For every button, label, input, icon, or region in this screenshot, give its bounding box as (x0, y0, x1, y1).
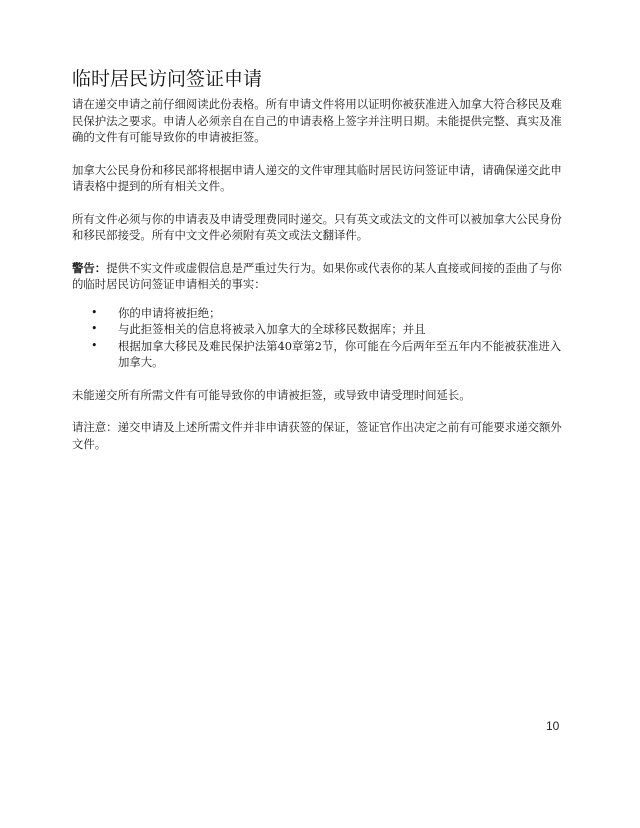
incomplete-documents-paragraph: 未能递交所有所需文件有可能导致你的申请被拒签，或导致申请受理时间延长。 (72, 387, 471, 402)
list-item (91, 338, 570, 371)
page-title: 临时居民访问签证申请 (72, 68, 263, 90)
warning-text: 提供不实文件或虚假信息是严重过失行为。如果你或代表你的某人直接或间接的歪曲了与你的临时居民访问签证申请相关的事实： (72, 260, 562, 291)
document-body (72, 96, 570, 468)
list-item (91, 321, 570, 338)
list-item (91, 305, 570, 322)
list-item-text: 根据加拿大移民及难民保护法第40章第2节，你可能在今后两年至五年内不能被获准进入加拿大。 (118, 338, 562, 369)
review-paragraph: 加拿大公民身份和移民部将根据申请人递交的文件审理其临时居民访问签证申请，请确保递交此申请表格中提到的所有相关文件。 (72, 162, 562, 193)
bullet-icon: • (91, 322, 98, 335)
bullet-icon: • (91, 305, 98, 319)
page-number: 10 (546, 719, 560, 733)
bullet-icon: • (91, 338, 98, 352)
list-item-text: 与此拒签相关的信息将被录入加拿大的全球移民数据库；并且 (118, 322, 426, 336)
language-paragraph: 所有文件必须与你的申请表及申请受理费同时递交。只有英文或法文的文件可以被加拿大公民身份和移民部接受。所有中文文件必须附有英文或法文翻译件。 (72, 211, 562, 242)
intro-paragraph: 请在递交申请之前仔细阅读此份表格。所有申请文件将用以证明你被获准进入加拿大符合移民及难民保护法之要求。申请人必须亲自在自己的申请表格上签字并注明日期。未能提供完整、真实及准确的文件有可能导致你的申请被拒签。 (72, 97, 562, 144)
warning-label: 警告： (72, 260, 107, 275)
warning-paragraph (72, 260, 570, 293)
consequence-list (72, 305, 570, 371)
list-item-text: 你的申请将被拒绝； (118, 305, 221, 320)
notice-paragraph: 请注意：递交申请及上述所需文件并非申请获签的保证，签证官作出决定之前有可能要求递交额外文件。 (72, 420, 562, 451)
